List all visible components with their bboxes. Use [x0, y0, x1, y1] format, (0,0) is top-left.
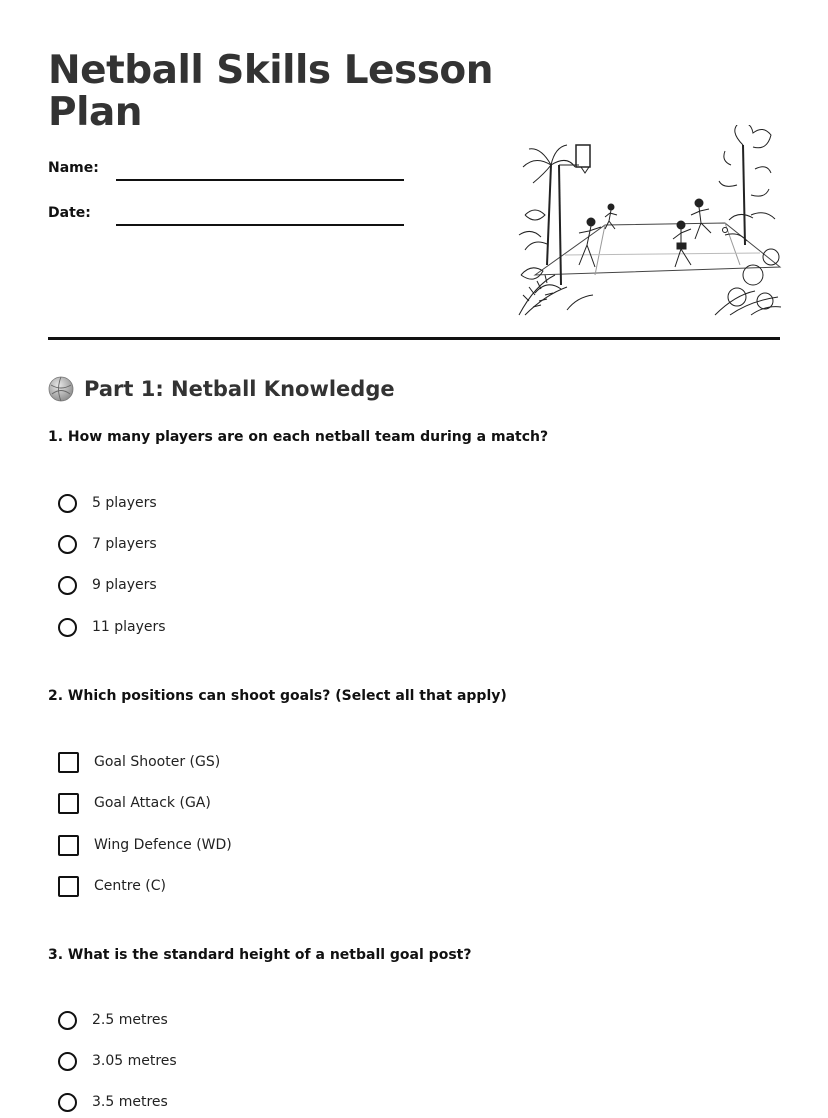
q1-option-2[interactable]	[58, 532, 157, 556]
checkbox[interactable]	[58, 876, 79, 897]
name-label: Name:	[48, 160, 99, 176]
option-label: 3.05 metres	[92, 1053, 177, 1069]
section-heading	[48, 374, 395, 404]
radio-button[interactable]	[58, 1093, 77, 1112]
checkbox[interactable]	[58, 793, 79, 814]
name-field[interactable]	[48, 160, 408, 186]
checkbox[interactable]	[58, 835, 79, 856]
q1-option-3[interactable]	[58, 573, 157, 597]
netball-icon	[48, 376, 74, 402]
page-title-line-1: Netball Skills Lesson	[48, 48, 493, 93]
page-title	[48, 50, 493, 134]
q3-option-3[interactable]	[58, 1090, 168, 1114]
q2-option-2[interactable]	[58, 791, 211, 815]
q2-option-3[interactable]	[58, 833, 232, 857]
radio-button[interactable]	[58, 494, 77, 513]
option-label: Goal Attack (GA)	[94, 795, 211, 811]
q2-option-4[interactable]	[58, 874, 166, 898]
header-divider	[48, 337, 780, 340]
option-label: 5 players	[92, 495, 157, 511]
question-2-text: 2. Which positions can shoot goals? (Select all that apply)	[48, 688, 507, 704]
radio-button[interactable]	[58, 576, 77, 595]
option-label: 2.5 metres	[92, 1012, 168, 1028]
section-title: Part 1: Netball Knowledge	[84, 377, 395, 401]
q1-option-4[interactable]	[58, 615, 166, 639]
date-label: Date:	[48, 205, 91, 221]
date-field[interactable]	[48, 205, 408, 231]
netball-court-illustration	[515, 125, 783, 320]
question-1-text: 1. How many players are on each netball team during a match?	[48, 429, 549, 445]
checkbox[interactable]	[58, 752, 79, 773]
option-label: Centre (C)	[94, 878, 166, 894]
option-label: Goal Shooter (GS)	[94, 754, 221, 770]
date-input-line[interactable]	[116, 224, 404, 226]
question-3-text: 3. What is the standard height of a netball goal post?	[48, 947, 472, 963]
radio-button[interactable]	[58, 1011, 77, 1030]
radio-button[interactable]	[58, 1052, 77, 1071]
option-label: 11 players	[92, 619, 166, 635]
option-label: 9 players	[92, 577, 157, 593]
page-title-line-2: Plan	[48, 90, 143, 135]
q2-option-1[interactable]	[58, 750, 220, 774]
option-label: Wing Defence (WD)	[94, 837, 232, 853]
q1-option-1[interactable]	[58, 491, 157, 515]
option-label: 3.5 metres	[92, 1094, 168, 1110]
q3-option-2[interactable]	[58, 1049, 177, 1073]
radio-button[interactable]	[58, 618, 77, 637]
option-label: 7 players	[92, 536, 157, 552]
q3-option-1[interactable]	[58, 1008, 168, 1032]
name-input-line[interactable]	[116, 179, 404, 181]
radio-button[interactable]	[58, 535, 77, 554]
